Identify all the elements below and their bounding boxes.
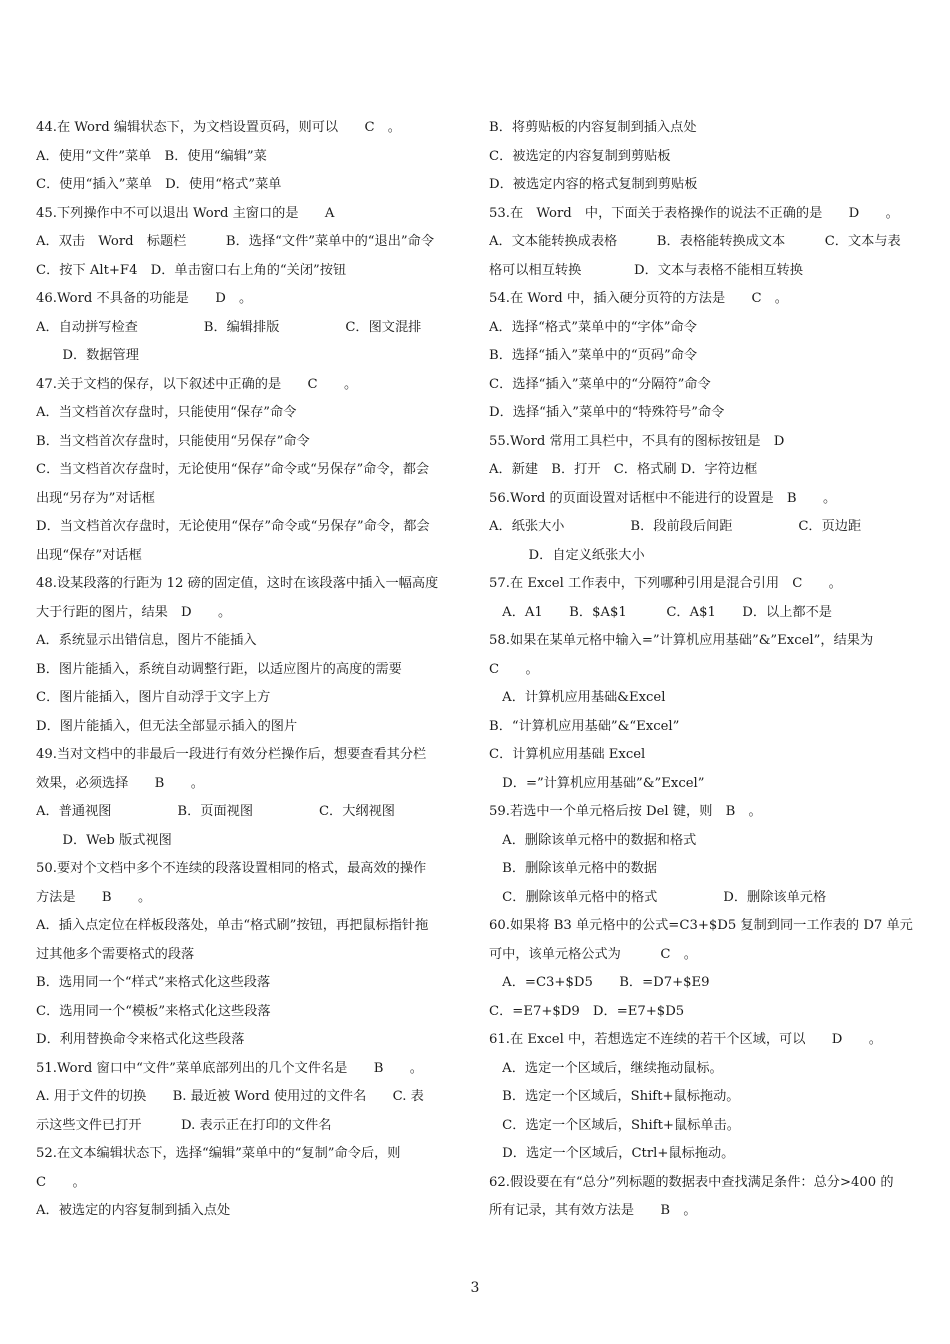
text-line: 47.关于文档的保存，以下叙述中正确的是 C 。 (36, 376, 358, 392)
text-line: A．自动拼写检查 B．编辑排版 C．图文混排 (36, 319, 422, 335)
text-line: 所有记录，其有效方法是 B 。 (489, 1203, 697, 1218)
text-line: B．图片能插入，系统自动调整行距，以适应图片的高度的需要 (36, 661, 402, 677)
text-line: B．当文档首次存盘时，只能使用“另保存”命令 (36, 433, 310, 449)
text-line: 可中，该单元格公式为 C 。 (489, 946, 697, 962)
text-line: A．使用“文件”菜单 B．使用“编辑”菜 (36, 148, 267, 164)
text-line: 46.Word 不具备的功能是 D 。 (36, 291, 253, 306)
text-line: C．按下 Alt+F4 D．单击窗口右上角的“关闭”按钮 (36, 262, 347, 278)
text-line: A．普通视图 B．页面视图 C．大纲视图 (36, 804, 395, 819)
text-line: B．“计算机应用基础”&“Excel” (489, 718, 680, 734)
text-line: A．当文档首次存盘时，只能使用“保存”命令 (36, 405, 297, 420)
text-line: 44.在 Word 编辑状态下，为文档设置页码，则可以 C 。 (36, 120, 401, 135)
text-line: B．选择“插入”菜单中的“页码”命令 (489, 348, 698, 363)
text-line: 效果，必须选择 B 。 (36, 775, 204, 791)
text-line: 59.若选中一个单元格后按 Del 键，则 B 。 (489, 804, 762, 819)
text-line: A．=C3+$D5 B．=D7+$E9 (489, 975, 710, 990)
text-line: D．数据管理 (36, 348, 139, 363)
text-line: 48.设某段落的行距为 12 磅的固定值，这时在该段落中插入一幅高度 (36, 576, 439, 591)
text-line: C．当文档首次存盘时，无论使用“保存”命令或“另保存”命令，都会 (36, 462, 430, 477)
text-line: 58.如果在某单元格中输入=”计算机应用基础”&”Excel”，结果为 (489, 633, 874, 648)
text-line: 示这些文件已打开 D. 表示正在打印的文件名 (36, 1117, 332, 1133)
text-line: C．被选定的内容复制到剪贴板 (489, 148, 671, 164)
text-line: A．选择“格式”菜单中的“字体”命令 (489, 319, 697, 335)
text-line: A．纸张大小 B．段前段后间距 C．页边距 (489, 519, 862, 534)
text-line: D．图片能插入，但无法全部显示插入的图片 (36, 718, 298, 734)
text-line: 格可以相互转换 D．文本与表格不能相互转换 (489, 262, 803, 278)
text-line: B．将剪贴板的内容复制到插入点处 (489, 120, 697, 135)
text-line: 55.Word 常用工具栏中，不具有的图标按钮是 D (489, 433, 785, 449)
text-line: D．当文档首次存盘时，无论使用“保存”命令或“另保存”命令，都会 (36, 519, 430, 534)
text-line: C．选定一个区域后，Shift+鼠标单击。 (489, 1117, 740, 1133)
text-line: D．=”计算机应用基础”&”Excel” (489, 775, 705, 791)
text-line: 62.假设要在有“总分”列标题的数据表中查找满足条件：总分>400 的 (489, 1174, 894, 1190)
text-line: 出现“保存”对话框 (36, 547, 142, 563)
text-line: B．选用同一个“样式”来格式化这些段落 (36, 975, 271, 990)
text-line: C．删除该单元格中的格式 D．删除该单元格 (489, 889, 827, 905)
text-line: 53.在 Word 中，下面关于表格操作的说法不正确的是 D 。 (489, 205, 899, 221)
text-line: A．插入点定位在样板段落处，单击“格式刷”按钮，再把鼠标指针拖 (36, 918, 429, 933)
text-line: A．新建 B．打开 C．格式刷 D．字符边框 (489, 462, 758, 477)
text-line: C．选用同一个“模板”来格式化这些段落 (36, 1003, 271, 1019)
left-column (36, 114, 464, 1226)
text-line: 50.要对个文档中多个不连续的段落设置相同的格式，最高效的操作 (36, 861, 427, 876)
text-line: D．Web 版式视图 (36, 832, 172, 848)
text-line: 57.在 Excel 工作表中，下列哪种引用是混合引用 C 。 (489, 576, 842, 591)
text-line: 过其他多个需要格式的段落 (36, 946, 195, 962)
text-line: A．双击 Word 标题栏 B．选择“文件”菜单中的“退出”命令 (36, 234, 435, 249)
text-line: 60.如果将 B3 单元格中的公式=C3+$D5 复制到同一工作表的 D7 单元 (489, 918, 913, 933)
text-line: C．图片能插入，图片自动浮于文字上方 (36, 690, 271, 705)
text-line: 方法是 B 。 (36, 889, 152, 905)
text-line: D．选择“插入”菜单中的“特殊符号”命令 (489, 405, 725, 420)
text-line: 52.在文本编辑状态下，选择“编辑”菜单中的“复制”命令后，则 (36, 1146, 401, 1161)
text-line: A．被选定的内容复制到插入点处 (36, 1203, 231, 1218)
text-line: 54.在 Word 中，插入硬分页符的方法是 C 。 (489, 291, 788, 306)
text-line: B．选定一个区域后，Shift+鼠标拖动。 (489, 1089, 740, 1104)
text-line: C．计算机应用基础 Excel (489, 747, 646, 762)
text-line: A. 用于文件的切换 B. 最近被 Word 使用过的文件名 C. 表 (36, 1089, 424, 1104)
text-line: A．A1 B．$A$1 C．A$1 D．以上都不是 (489, 604, 832, 620)
text-line: A．计算机应用基础&Excel (489, 690, 666, 705)
right-column (489, 114, 915, 1226)
text-line: A．删除该单元格中的数据和格式 (489, 832, 697, 848)
text-line: 出现“另存为”对话框 (36, 490, 155, 506)
text-line: B．删除该单元格中的数据 (489, 861, 657, 876)
text-line: C 。 (489, 661, 539, 677)
text-line: 51.Word 窗口中“文件”菜单底部列出的几个文件名是 B 。 (36, 1060, 423, 1076)
text-line: C．=E7+$D9 D．=E7+$D5 (489, 1003, 685, 1019)
page-number: 3 (470, 1280, 480, 1296)
text-line: D．利用替换命令来格式化这些段落 (36, 1032, 245, 1047)
text-line: 45.下列操作中不可以退出 Word 主窗口的是 A (36, 205, 335, 221)
text-line: D．被选定内容的格式复制到剪贴板 (489, 177, 698, 192)
text-line: A．系统显示出错信息，图片不能插入 (36, 633, 257, 648)
text-line: D．选定一个区域后，Ctrl+鼠标拖动。 (489, 1146, 735, 1161)
text-line: C 。 (36, 1174, 86, 1190)
text-line: C．选择“插入”菜单中的“分隔符”命令 (489, 376, 711, 392)
text-line: 56.Word 的页面设置对话框中不能进行的设置是 B 。 (489, 490, 837, 506)
text-line: 61.在 Excel 中，若想选定不连续的若干个区域，可以 D 。 (489, 1032, 882, 1047)
text-line: C．使用“插入”菜单 D．使用“格式”菜单 (36, 177, 282, 192)
text-line: D．自定义纸张大小 (489, 547, 645, 563)
text-line: A．文本能转换成表格 B．表格能转换成文本 C．文本与表 (489, 234, 901, 249)
text-line: 49.当对文档中的非最后一段进行有效分栏操作后，想要查看其分栏 (36, 747, 427, 762)
text-line: 大于行距的图片，结果 D 。 (36, 604, 232, 620)
text-line: A．选定一个区域后，继续拖动鼠标。 (489, 1060, 723, 1076)
